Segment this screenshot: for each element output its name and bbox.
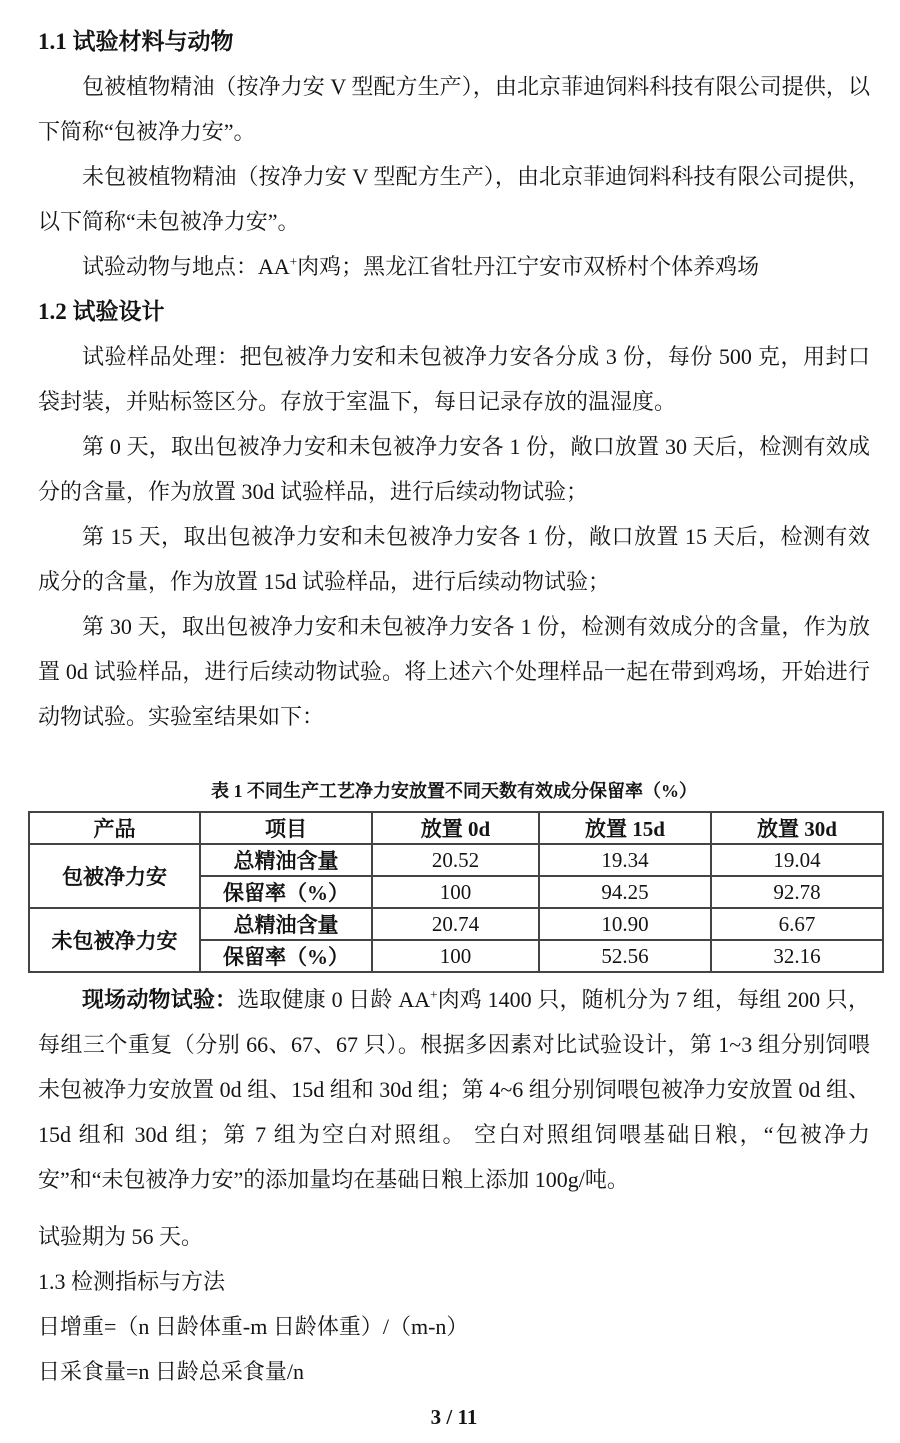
animals-location-text-2: 肉鸡；黑龙江省牡丹江宁安市双桥村个体养鸡场	[297, 254, 760, 279]
paragraph-uncoated-oil: 未包被植物精油（按净力安 V 型配方生产），由北京菲迪饲料科技有限公司提供，以下简称“未包被净力安”。	[38, 164, 870, 234]
product-cell-uncoated: 未包被净力安	[29, 908, 200, 972]
section-heading-1-1: 1.1 试验材料与动物	[38, 29, 234, 54]
table-caption: 表 1 不同生产工艺净力安放置不同天数有效成分保留率（%）	[211, 781, 697, 801]
paragraph-day30: 第 30 天，取出包被净力安和未包被净力安各 1 份，检测有效成分的含量，作为放置 0d 试验样品，进行后续动物试验。将上述六个处理样品一起在带到鸡场，开始进行动物试验。实验室结果如下：	[38, 614, 870, 729]
page-number: 3 / 11	[430, 1405, 478, 1429]
section-heading-1-3: 1.3 检测指标与方法	[38, 1269, 226, 1294]
col-header-30d: 放置 30d	[711, 812, 883, 844]
item-cell: 总精油含量	[200, 908, 372, 940]
value-cell: 100	[372, 876, 539, 908]
animals-location-text: 试验动物与地点：AA	[82, 254, 290, 279]
table-row	[29, 844, 883, 876]
item-cell: 保留率（%）	[200, 940, 372, 972]
value-cell: 20.52	[372, 844, 539, 876]
line-trial-period: 试验期为 56 天。	[38, 1224, 204, 1249]
table-row	[29, 908, 883, 940]
value-cell: 6.67	[711, 908, 883, 940]
paragraph-sample-handling: 试验样品处理：把包被净力安和未包被净力安各分成 3 份，每份 500 克，用封口袋封装，并贴标签区分。存放于室温下，每日记录存放的温湿度。	[38, 344, 870, 414]
paragraph-animals-location	[38, 244, 870, 289]
value-cell: 10.90	[539, 908, 711, 940]
field-trial-text-2: 肉鸡 1400 只，随机分为 7 组，每组 200 只，每组三个重复（分别 66、67、67 只）。根据多因素对比试验设计，第 1~3 组分别饲喂未包被净力安放置 0d 组、15d 组和 30d 组；第 4~6 组分别饲喂包被净力安放置 0d 组、15d 组和 30d 组；第 7 组为空白对照组。 空白对照组饲喂基础日粮，“包被净力安”和“未包被净力安”的添加量均在基础日粮上添加 100g/吨。	[38, 987, 870, 1192]
product-cell-coated: 包被净力安	[29, 844, 200, 908]
col-header-0d: 放置 0d	[372, 812, 539, 844]
superscript-plus: +	[289, 253, 298, 269]
col-header-product: 产品	[29, 812, 200, 844]
retention-table	[28, 811, 884, 973]
formula-daily-intake: 日采食量=n 日龄总采食量/n	[38, 1359, 305, 1384]
field-trial-lead: 现场动物试验：	[82, 987, 238, 1012]
formula-daily-gain: 日增重=（n 日龄体重-m 日龄体重）/（m-n）	[38, 1314, 469, 1339]
value-cell: 20.74	[372, 908, 539, 940]
value-cell: 94.25	[539, 876, 711, 908]
value-cell: 92.78	[711, 876, 883, 908]
paragraph-coated-oil: 包被植物精油（按净力安 V 型配方生产），由北京菲迪饲料科技有限公司提供，以下简称“包被净力安”。	[38, 74, 870, 144]
value-cell: 19.04	[711, 844, 883, 876]
paragraph-field-trial	[38, 977, 870, 1202]
section-heading-1-2: 1.2 试验设计	[38, 299, 165, 324]
field-trial-text: 选取健康 0 日龄 AA	[237, 987, 431, 1012]
col-header-15d: 放置 15d	[539, 812, 711, 844]
superscript-plus: +	[430, 986, 438, 1002]
paragraph-day15: 第 15 天，取出包被净力安和未包被净力安各 1 份，敞口放置 15 天后，检测有效成分的含量，作为放置 15d 试验样品，进行后续动物试验；	[38, 524, 870, 594]
item-cell: 总精油含量	[200, 844, 372, 876]
value-cell: 19.34	[539, 844, 711, 876]
table-header-row	[29, 812, 883, 844]
col-header-item: 项目	[200, 812, 372, 844]
value-cell: 52.56	[539, 940, 711, 972]
value-cell: 32.16	[711, 940, 883, 972]
value-cell: 100	[372, 940, 539, 972]
paragraph-day0: 第 0 天，取出包被净力安和未包被净力安各 1 份，敞口放置 30 天后，检测有效成分的含量，作为放置 30d 试验样品，进行后续动物试验；	[38, 434, 870, 504]
item-cell: 保留率（%）	[200, 876, 372, 908]
